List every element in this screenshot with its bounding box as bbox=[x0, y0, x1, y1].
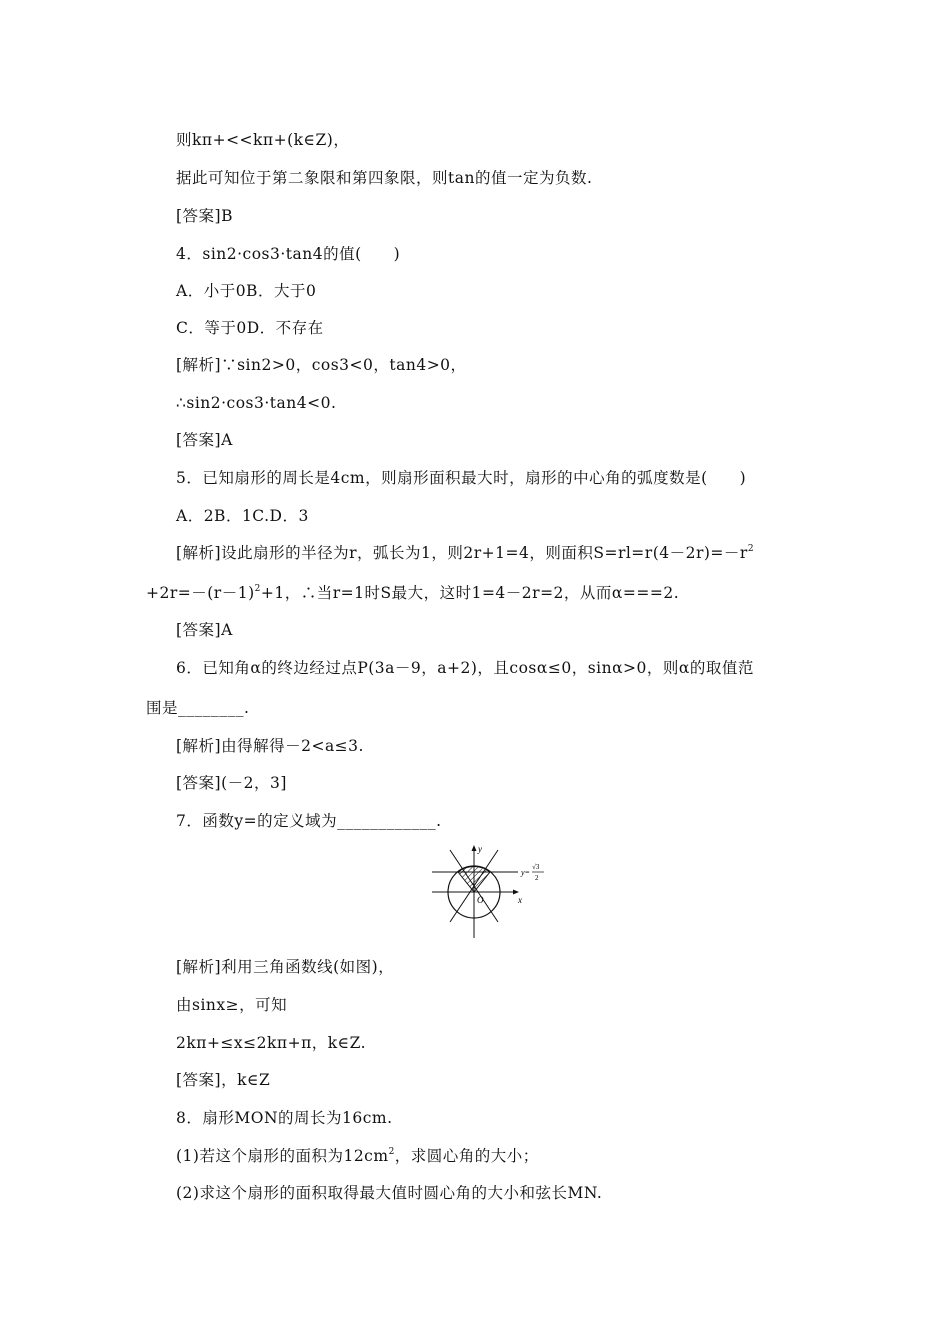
question-8: 8．扇形MON的周长为16cm. bbox=[176, 1109, 393, 1127]
analysis-line: [解析]∵sin2>0，cos3<0，tan4>0， bbox=[176, 356, 467, 374]
question-6: 6．已知角α的终边经过点P(3a－9，a+2)，且cosα≤0，sinα>0，则α的取值范 bbox=[176, 659, 754, 677]
y-axis-arrow bbox=[472, 845, 477, 851]
answer-label: [答案]B bbox=[176, 207, 233, 225]
analysis-line: ∴sin2·cos3·tan4<0. bbox=[176, 394, 337, 412]
origin-label: O bbox=[477, 895, 484, 905]
superscript: 2 bbox=[747, 544, 755, 554]
x-axis-arrow bbox=[513, 890, 519, 895]
question-6-cont: 围是________. bbox=[146, 699, 250, 717]
unit-circle-figure bbox=[418, 842, 558, 940]
question-7: 7．函数y=的定义域为____________. bbox=[176, 812, 442, 830]
analysis-line: [解析]利用三角函数线(如图)， bbox=[176, 958, 395, 976]
analysis-line: [解析]设此扇形的半径为r，弧长为1，则2r+1=4，则面积$S=rl=r(4-2r)=-r^2$ bbox=[176, 544, 755, 562]
options-line: A．2B．1C.D．3 bbox=[176, 507, 309, 525]
answer-label: [答案]A bbox=[176, 431, 233, 449]
analysis-line: 由sinx≥，可知 bbox=[176, 996, 288, 1014]
superscript: 2 bbox=[388, 1147, 395, 1157]
line-label-numerator: √3 bbox=[532, 863, 540, 871]
answer-label: [答案]，k∈Z bbox=[176, 1071, 271, 1089]
text-line: 据此可知位于第二象限和第四象限，则tan的值一定为负数. bbox=[176, 169, 593, 187]
question-8-part-2: (2)求这个扇形的面积取得最大值时圆心角的大小和弦长MN. bbox=[176, 1184, 603, 1202]
line-label-prefix: y= bbox=[521, 868, 530, 877]
superscript: 2 bbox=[254, 584, 261, 594]
question-4: 4．sin2·cos3·tan4的值( ) bbox=[176, 245, 401, 263]
options-ab: A．小于0B．大于0 bbox=[176, 282, 317, 300]
x-axis-label: x bbox=[518, 895, 522, 905]
question-5: 5．已知扇形的周长是4cm，则扇形面积最大时，扇形的中心角的弧度数是( ) bbox=[176, 469, 747, 487]
text-line: 则kπ+<<kπ+(k∈Z)， bbox=[176, 131, 350, 149]
options-cd: C．等于0D．不存在 bbox=[176, 319, 324, 337]
analysis-line-cont: $+2r=-(r-1)^2+1$，∴当r=1时S最大，这时1=4－2r=2，从而α===2. bbox=[146, 584, 680, 602]
analysis-line: [解析]由得解得－2<a≤3. bbox=[176, 737, 364, 755]
line-label-denominator: 2 bbox=[535, 874, 539, 882]
analysis-line: 2kπ+≤x≤2kπ+π，k∈Z. bbox=[176, 1034, 367, 1052]
answer-label: [答案](－2，3] bbox=[176, 774, 287, 792]
question-8-part-1: (1)若这个扇形的面积为$12cm^2$，求圆心角的大小； bbox=[176, 1147, 539, 1165]
answer-label: [答案]A bbox=[176, 621, 233, 639]
y-axis-label: y bbox=[478, 844, 482, 854]
